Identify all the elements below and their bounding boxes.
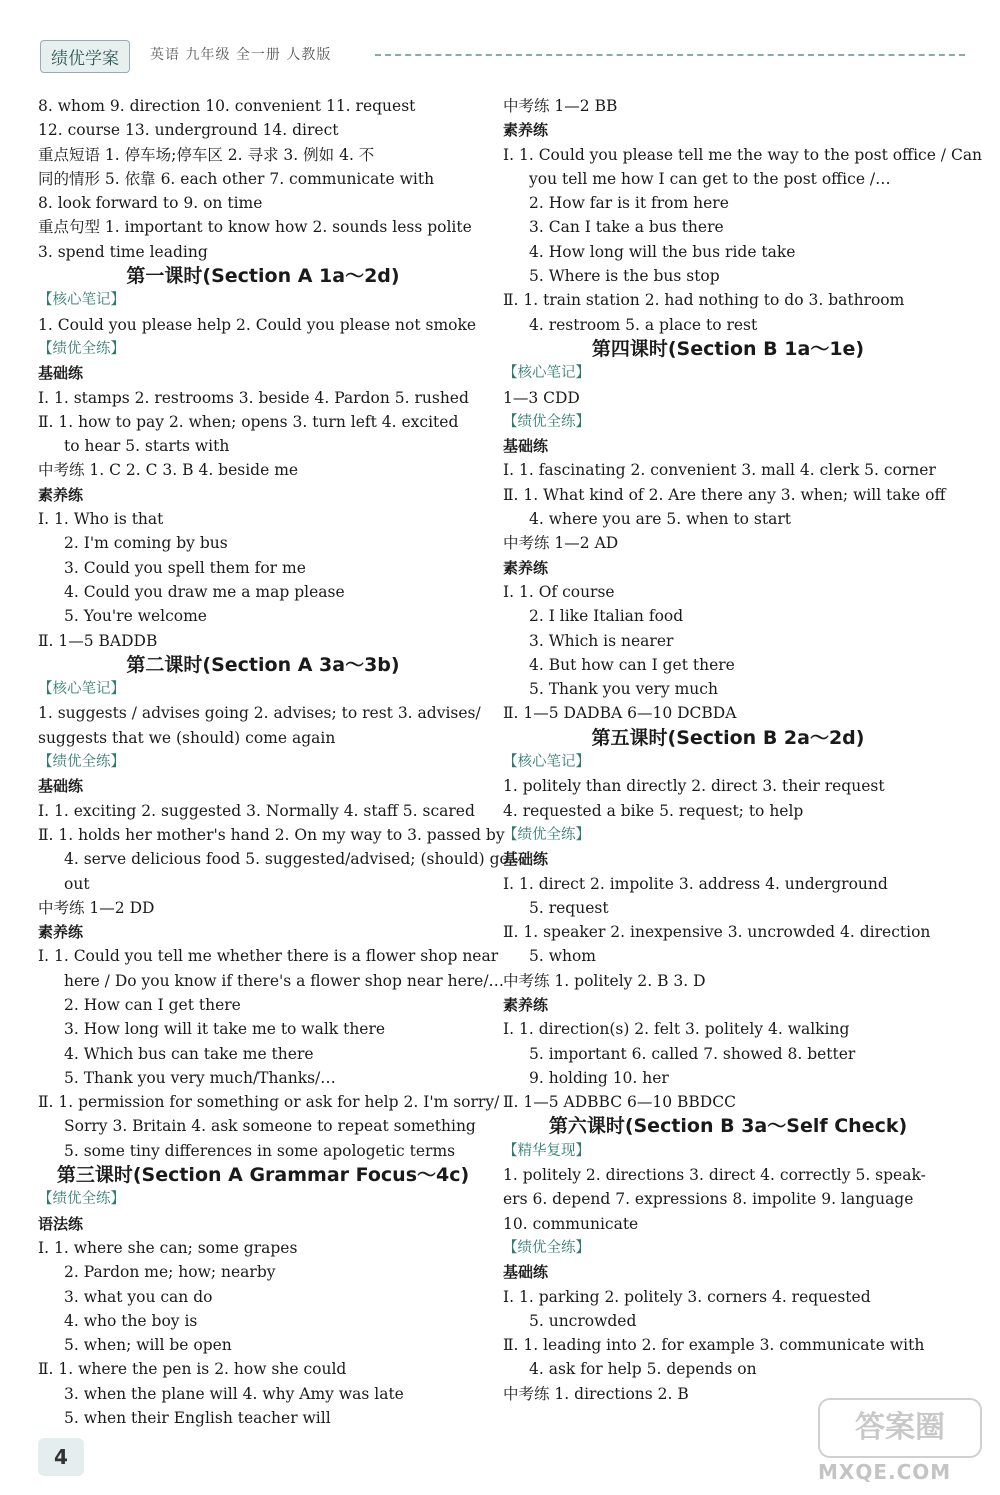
answer-line: 4. Could you draw me a map please — [64, 582, 345, 601]
answer-line: Ⅰ. 1. Of course — [503, 582, 615, 601]
answer-line: Ⅰ. 1. stamps 2. restrooms 3. beside 4. Pardon 5. rushed — [38, 388, 469, 407]
answer-line: 5. whom — [529, 947, 596, 966]
watermark-text: MXQE.COM — [818, 1460, 952, 1484]
left-column — [38, 94, 509, 1430]
answer-line: 4. How long will the bus ride take — [529, 242, 796, 261]
section-label: 【绩优全练】 — [503, 413, 590, 430]
section-label: 【绩优全练】 — [503, 1239, 590, 1256]
answer-line: 5. uncrowded — [529, 1311, 637, 1330]
answer-line: Ⅱ. 1. What kind of 2. Are there any 3. when; will take off — [503, 485, 946, 504]
brand-logo: 绩优学案 — [40, 40, 130, 73]
section-heading: 第六课时(Section B 3a～Self Check) — [548, 1115, 908, 1138]
answer-line: 1. suggests / advises going 2. advises; to rest 3. advises/ — [38, 704, 481, 723]
answer-line: 5. when their English teacher will — [64, 1409, 331, 1428]
answer-line: 1. politely than directly 2. direct 3. their request — [503, 777, 885, 796]
section-label: 【核心笔记】 — [503, 754, 590, 771]
page-header — [30, 40, 965, 70]
answer-line: 重点句型 1. important to know how 2. sounds less polite — [38, 218, 472, 237]
answer-line: 5. Thank you very much/Thanks/… — [64, 1068, 336, 1087]
right-column — [503, 94, 983, 1406]
section-heading: 第五课时(Section B 2a～2d) — [591, 726, 865, 749]
answer-line: ers 6. depend 7. expressions 8. impolite 9. language — [503, 1190, 914, 1209]
section-heading: 第一课时(Section A 1a～2d) — [126, 265, 400, 288]
page-number: 4 — [38, 1438, 84, 1476]
answer-line: 4. where you are 5. when to start — [529, 510, 791, 529]
answer-line: 5. You're welcome — [64, 607, 207, 626]
section-heading: 第三课时(Section A Grammar Focus～4c) — [56, 1164, 470, 1187]
answer-line: Ⅱ. 1. leading into 2. for example 3. communicate with — [503, 1336, 925, 1355]
answer-line: Ⅱ. 1. holds her mother's hand 2. On my way to 3. passed by — [38, 825, 505, 844]
exercise-label: 素养练 — [38, 485, 84, 504]
section-label: 【核心笔记】 — [38, 292, 125, 309]
watermark — [818, 1398, 990, 1486]
section-label: 【绩优全练】 — [503, 826, 590, 843]
answer-line: 3. Could you spell them for me — [64, 558, 306, 577]
answer-line: 5. request — [529, 898, 609, 917]
answer-line: 5. Thank you very much — [529, 680, 718, 699]
answer-line: Sorry 3. Britain 4. ask someone to repeat something — [64, 1117, 476, 1136]
section-label: 【绩优全练】 — [38, 340, 125, 357]
answer-line: Ⅱ. 1—5 ADBBC 6—10 BBDCC — [503, 1093, 736, 1112]
exercise-label: 素养练 — [503, 121, 549, 140]
exercise-label: 语法练 — [38, 1214, 84, 1233]
answer-line: 中考练 1—2 AD — [503, 534, 619, 553]
book-meta: 英语 九年级 全一册 人教版 — [150, 47, 332, 63]
answer-line: out — [64, 874, 90, 893]
answer-line: 2. I'm coming by bus — [64, 534, 228, 553]
answer-line: 8. whom 9. direction 10. convenient 11. request — [38, 97, 416, 115]
answer-line: 中考练 1. C 2. C 3. B 4. beside me — [38, 461, 299, 480]
answer-line: Ⅱ. 1. where the pen is 2. how she could — [38, 1360, 347, 1379]
answer-line: 3. Can I take a bus there — [529, 218, 724, 237]
answer-line: 重点短语 1. 停车场;停车区 2. 寻求 3. 例如 4. 不 — [38, 145, 375, 164]
answer-line: Ⅰ. 1. Who is that — [38, 510, 164, 529]
answer-line: 3. spend time leading — [38, 242, 208, 261]
answer-line: 4. ask for help 5. depends on — [529, 1360, 757, 1379]
exercise-label: 素养练 — [503, 995, 549, 1014]
answer-line: 4. restroom 5. a place to rest — [529, 315, 758, 334]
answer-line: to hear 5. starts with — [64, 437, 230, 456]
answer-line: Ⅰ. 1. parking 2. politely 3. corners 4. requested — [503, 1287, 871, 1306]
section-heading: 第四课时(Section B 1a～1e) — [591, 337, 865, 360]
answer-line: suggests that we (should) come again — [38, 728, 336, 747]
answer-line: here / Do you know if there's a flower shop near here/… — [64, 971, 505, 990]
exercise-label: 基础练 — [503, 850, 549, 869]
answer-line: Ⅰ. 1. direction(s) 2. felt 3. politely 4. walking — [503, 1020, 850, 1039]
section-heading: 第二课时(Section A 3a～3b) — [126, 653, 400, 676]
exercise-label: 基础练 — [38, 777, 84, 796]
answer-line: 3. How long will it take me to walk there — [64, 1020, 386, 1039]
exercise-label: 基础练 — [503, 1263, 549, 1282]
answer-line: 5. important 6. called 7. showed 8. better — [529, 1044, 856, 1063]
section-label: 【绩优全练】 — [38, 754, 125, 771]
answer-line: Ⅰ. 1. direct 2. impolite 3. address 4. underground — [503, 874, 888, 893]
answer-line: 2. I like Italian food — [529, 607, 684, 626]
section-label: 【核心笔记】 — [503, 365, 590, 382]
answer-line: 中考练 1—2 BB — [503, 97, 618, 115]
answer-line: 5. Where is the bus stop — [529, 267, 720, 286]
answer-line: Ⅰ. 1. exciting 2. suggested 3. Normally 4. staff 5. scared — [38, 801, 475, 820]
answer-line: 1—3 CDD — [503, 388, 580, 407]
watermark-logo-icon: 答案圈 — [818, 1398, 982, 1458]
answer-line: 4. serve delicious food 5. suggested/advised; (should) go — [64, 850, 509, 869]
answer-line: 1. Could you please help 2. Could you please not smoke — [38, 315, 477, 334]
answer-line: 10. communicate — [503, 1214, 639, 1233]
exercise-label: 素养练 — [38, 923, 84, 942]
answer-line: 3. what you can do — [64, 1287, 213, 1306]
answer-line: 5. some tiny differences in some apologetic terms — [64, 1141, 456, 1160]
answer-line: you tell me how I can get to the post office /… — [529, 169, 891, 188]
answer-line: 4. But how can I get there — [529, 655, 735, 674]
answer-line: Ⅱ. 1—5 DADBA 6—10 DCBDA — [503, 704, 737, 723]
answer-line: Ⅱ. 1. permission for something or ask for help 2. I'm sorry/ — [38, 1093, 500, 1112]
answer-line: 中考练 1. politely 2. B 3. D — [503, 971, 706, 990]
section-label: 【精华复现】 — [503, 1142, 590, 1159]
answer-line: 1. politely 2. directions 3. direct 4. correctly 5. speak- — [503, 1166, 926, 1185]
answer-line: Ⅰ. 1. Could you tell me whether there is a flower shop near — [38, 947, 499, 966]
answer-line: 2. Pardon me; how; nearby — [64, 1263, 276, 1282]
exercise-label: 基础练 — [503, 437, 549, 456]
answer-line: 2. How far is it from here — [529, 194, 729, 213]
section-label: 【核心笔记】 — [38, 681, 125, 698]
answer-line: 12. course 13. underground 14. direct — [38, 121, 339, 140]
answer-line: 4. who the boy is — [64, 1311, 198, 1330]
answer-line: 中考练 1. directions 2. B — [503, 1384, 689, 1403]
answer-line: 5. when; will be open — [64, 1336, 232, 1355]
answer-line: 2. How can I get there — [64, 995, 241, 1014]
exercise-label: 基础练 — [38, 364, 84, 383]
answer-line: Ⅰ. 1. where she can; some grapes — [38, 1238, 298, 1257]
answer-line: Ⅰ. 1. Could you please tell me the way to the post office / Can — [503, 145, 983, 164]
answer-line: 8. look forward to 9. on time — [38, 194, 263, 213]
answer-line: 9. holding 10. her — [529, 1068, 669, 1087]
answer-line: Ⅱ. 1. speaker 2. inexpensive 3. uncrowded 4. direction — [503, 923, 931, 942]
exercise-label: 素养练 — [503, 558, 549, 577]
answer-line: 4. Which bus can take me there — [64, 1044, 314, 1063]
answer-line: Ⅱ. 1—5 BADDB — [38, 631, 158, 650]
answer-line: 4. requested a bike 5. request; to help — [503, 801, 804, 820]
answer-line: Ⅱ. 1. train station 2. had nothing to do 3. bathroom — [503, 291, 905, 310]
answer-line: 中考练 1—2 DD — [38, 898, 155, 917]
answer-line: Ⅰ. 1. fascinating 2. convenient 3. mall 4. clerk 5. corner — [503, 461, 936, 480]
answer-line: 同的情形 5. 依靠 6. each other 7. communicate with — [38, 169, 435, 188]
answer-line: 3. Which is nearer — [529, 631, 674, 650]
answer-line: 3. when the plane will 4. why Amy was late — [64, 1384, 404, 1403]
answer-line: Ⅱ. 1. how to pay 2. when; opens 3. turn left 4. excited — [38, 412, 459, 431]
section-label: 【绩优全练】 — [38, 1191, 125, 1208]
header-divider — [375, 54, 965, 56]
